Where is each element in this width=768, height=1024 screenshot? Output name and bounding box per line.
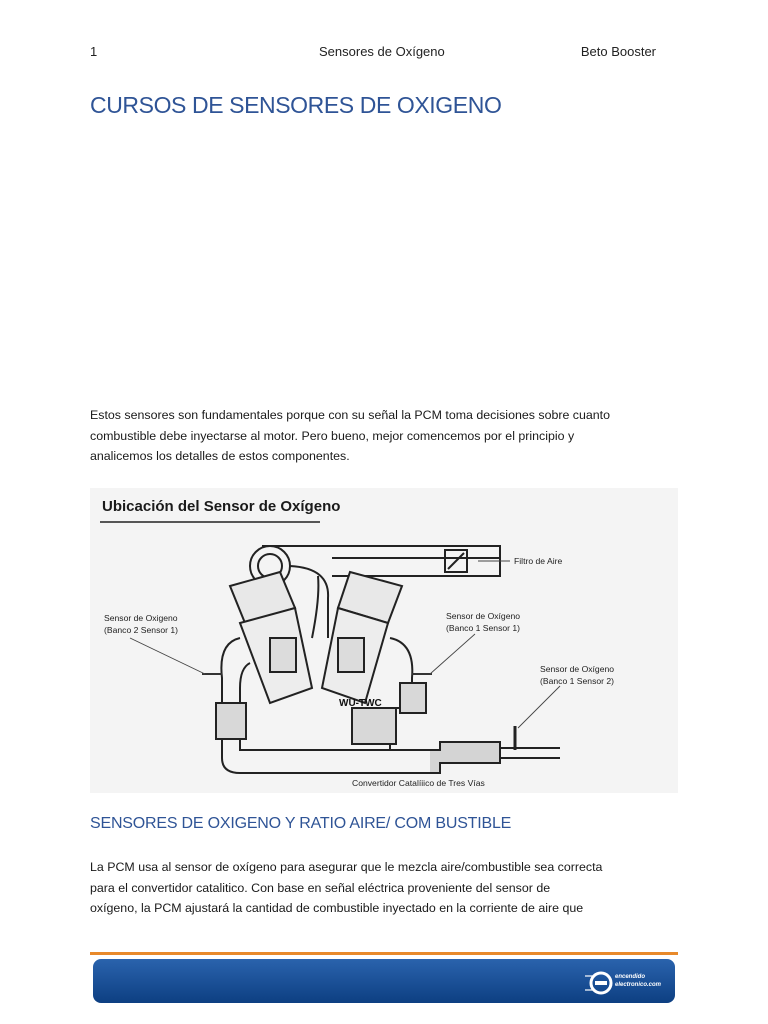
wu-twc-body: [352, 708, 396, 744]
label-b1s2-pos: (Banco 1 Sensor 2): [540, 676, 615, 686]
intro-line-1: Estos sensores son fundamentales porque con su señal la PCM toma decisiones sobre cuanto: [90, 408, 611, 422]
section-paragraph: [90, 857, 650, 919]
air-filter-slash: [448, 553, 464, 569]
logo-text: [615, 973, 661, 989]
intro-line-3: analicemos los detalles de estos componentes.: [90, 449, 350, 463]
label-b2s1-name: Sensor de Oxigeno: [104, 613, 178, 623]
page-footer: [90, 952, 678, 1008]
label-converter: Convertidor Catalíiico de Tres Vías: [352, 778, 485, 788]
section-line-1: La PCM usa al sensor de oxígeno para asegurar que le mezcla aire/combustible sea correcta: [90, 860, 603, 874]
logo-mark-icon: [585, 970, 615, 996]
footer-accent-line: [90, 952, 678, 955]
label-b2s1-pos: (Banco 2 Sensor 1): [104, 625, 179, 635]
right-warmup-catalyst: [400, 683, 426, 713]
intro-paragraph: [90, 405, 650, 467]
logo-line-1: encendido: [615, 974, 646, 980]
b1s1-leader: [430, 634, 475, 674]
b1s2-leader: [518, 686, 560, 728]
section-heading: SENSORES DE OXIGENO Y RATIO AIRE/ COM BUSTIBLE: [90, 815, 512, 832]
logo-line-2: electronico.com: [615, 982, 662, 988]
figure-heading: Ubicación del Sensor de Oxígeno: [102, 498, 341, 515]
engine-diagram: [90, 488, 678, 793]
label-air-filter: Filtro de Aire: [514, 556, 563, 566]
header-doc-title: Sensores de Oxígeno: [319, 44, 445, 59]
site-logo[interactable]: [585, 970, 669, 996]
intro-line-2: combustible debe inyectarse al motor. Pero bueno, mejor comencemos por el principio y: [90, 428, 575, 443]
b2s1-leader: [130, 638, 205, 674]
left-piston: [270, 638, 296, 672]
label-b1s2-name: Sensor de Oxígeno: [540, 664, 615, 674]
label-b1s1-pos: (Banco 1 Sensor 1): [446, 623, 521, 633]
right-piston: [338, 638, 364, 672]
left-catalyst: [216, 703, 246, 739]
intake-runner-left-b: [312, 576, 318, 638]
page-number: 1: [90, 44, 98, 59]
header-author: Beto Booster: [580, 44, 656, 59]
sensor-location-figure: [90, 488, 678, 793]
section-line-2: para el convertidor catalitico. Con base en señal eléctrica proveniente del sensor de: [90, 880, 551, 895]
tailpipe: [500, 748, 560, 758]
page-title: CURSOS DE SENSORES DE OXIGENO: [90, 92, 502, 118]
main-catalytic-converter: [430, 742, 500, 773]
page-header: [90, 44, 656, 64]
footer-banner: [93, 959, 675, 1003]
section-line-3: oxígeno, la PCM ajustará la cantidad de combustible inyectado en la corriente de aire que: [90, 901, 584, 915]
label-b1s1-name: Sensor de Oxígeno: [446, 611, 521, 621]
label-wu-twc: WU-TWC: [339, 698, 382, 709]
